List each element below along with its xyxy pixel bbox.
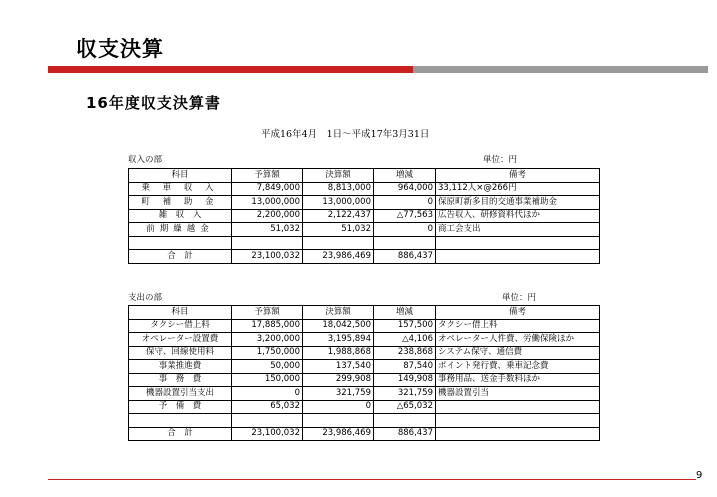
actual-cell: 13,000,000 xyxy=(303,196,374,210)
diff-cell: 964,000 xyxy=(374,182,436,196)
budget-cell: 17,885,000 xyxy=(232,319,303,333)
diff-cell xyxy=(374,414,436,428)
budget-cell: 13,000,000 xyxy=(232,196,303,210)
footer-rule xyxy=(48,479,696,480)
item-cell xyxy=(129,414,232,428)
note-cell: ポイント発行費、乗車記念費 xyxy=(436,360,600,374)
budget-cell: 7,849,000 xyxy=(232,182,303,196)
total-row xyxy=(129,427,600,441)
income-unit-label: 単位：円 xyxy=(483,155,518,165)
actual-cell: 2,122,437 xyxy=(303,209,374,223)
note-cell: 機器設置引当 xyxy=(436,387,600,401)
item-cell: 前期繰越金 xyxy=(129,223,232,237)
item-cell: 予 備 費 xyxy=(129,400,232,414)
note-cell xyxy=(436,400,600,414)
note-cell xyxy=(436,427,600,441)
budget-cell: 23,100,032 xyxy=(232,250,303,264)
header-cell: 決算額 xyxy=(303,169,374,183)
note-cell: タクシー借上料 xyxy=(436,319,600,333)
item-cell: 合 計 xyxy=(129,250,232,264)
budget-cell: 1,750,000 xyxy=(232,346,303,360)
actual-cell xyxy=(303,236,374,250)
total-row xyxy=(129,250,600,264)
actual-cell: 1,988,868 xyxy=(303,346,374,360)
title-underline-grey xyxy=(413,66,708,73)
item-cell: 町 補 助 金 xyxy=(129,196,232,210)
diff-cell: 87,540 xyxy=(374,360,436,374)
table-row xyxy=(129,360,600,374)
table-row xyxy=(129,196,600,210)
table-row xyxy=(129,346,600,360)
item-cell: オペレーター設置費 xyxy=(129,333,232,347)
item-cell: 機器設置引当支出 xyxy=(129,387,232,401)
note-cell: 商工会支出 xyxy=(436,223,600,237)
budget-cell: 51,032 xyxy=(232,223,303,237)
header-cell: 増減 xyxy=(374,169,436,183)
table-row xyxy=(129,414,600,428)
budget-cell: 150,000 xyxy=(232,373,303,387)
header-cell: 備考 xyxy=(436,169,600,183)
budget-cell: 2,200,000 xyxy=(232,209,303,223)
item-cell: 乗 車 収 入 xyxy=(129,182,232,196)
item-cell: 雑 収 入 xyxy=(129,209,232,223)
header-cell: 予算額 xyxy=(232,306,303,320)
note-cell: システム保守、通信費 xyxy=(436,346,600,360)
diff-cell: △77,563 xyxy=(374,209,436,223)
table-header-row xyxy=(129,306,600,320)
actual-cell: 23,986,469 xyxy=(303,250,374,264)
header-cell: 科目 xyxy=(129,169,232,183)
actual-cell: 23,986,469 xyxy=(303,427,374,441)
note-cell xyxy=(436,414,600,428)
title-underline-red xyxy=(48,66,413,73)
budget-cell xyxy=(232,414,303,428)
actual-cell: 8,813,000 xyxy=(303,182,374,196)
diff-cell: 0 xyxy=(374,223,436,237)
actual-cell: 137,540 xyxy=(303,360,374,374)
expense-table xyxy=(128,305,600,441)
diff-cell: △65,032 xyxy=(374,400,436,414)
item-cell: 事 務 費 xyxy=(129,373,232,387)
note-cell: 33,112人×@266円 xyxy=(436,182,600,196)
actual-cell: 0 xyxy=(303,400,374,414)
budget-cell: 3,200,000 xyxy=(232,333,303,347)
budget-cell: 23,100,032 xyxy=(232,427,303,441)
actual-cell: 51,032 xyxy=(303,223,374,237)
diff-cell xyxy=(374,236,436,250)
budget-cell: 50,000 xyxy=(232,360,303,374)
note-cell: 保原町新多目的交通事業補助金 xyxy=(436,196,600,210)
income-table xyxy=(128,168,600,264)
page-title: 収支決算 xyxy=(76,37,164,61)
document-subtitle: 16年度収支決算書 xyxy=(86,94,221,112)
table-row xyxy=(129,373,600,387)
diff-cell: 149,908 xyxy=(374,373,436,387)
diff-cell: 886,437 xyxy=(374,427,436,441)
diff-cell: 321,759 xyxy=(374,387,436,401)
header-cell: 科目 xyxy=(129,306,232,320)
page-number: 9 xyxy=(696,470,703,481)
table-row xyxy=(129,319,600,333)
table-row xyxy=(129,387,600,401)
actual-cell xyxy=(303,414,374,428)
diff-cell: △4,106 xyxy=(374,333,436,347)
actual-cell: 299,908 xyxy=(303,373,374,387)
item-cell xyxy=(129,236,232,250)
item-cell: タクシー借上料 xyxy=(129,319,232,333)
expense-unit-label: 単位：円 xyxy=(502,293,537,303)
header-cell: 増減 xyxy=(374,306,436,320)
table-row xyxy=(129,333,600,347)
table-header-row xyxy=(129,169,600,183)
note-cell xyxy=(436,236,600,250)
note-cell: 事務用品、送金手数料ほか xyxy=(436,373,600,387)
diff-cell: 238,868 xyxy=(374,346,436,360)
diff-cell: 0 xyxy=(374,196,436,210)
budget-cell: 0 xyxy=(232,387,303,401)
item-cell: 合 計 xyxy=(129,427,232,441)
table-row xyxy=(129,182,600,196)
table-row xyxy=(129,400,600,414)
actual-cell: 321,759 xyxy=(303,387,374,401)
budget-cell xyxy=(232,236,303,250)
income-section-label: 収入の部 xyxy=(128,155,163,165)
diff-cell: 157,500 xyxy=(374,319,436,333)
note-cell: 広告収入、研修資料代ほか xyxy=(436,209,600,223)
header-cell: 予算額 xyxy=(232,169,303,183)
actual-cell: 3,195,894 xyxy=(303,333,374,347)
header-cell: 決算額 xyxy=(303,306,374,320)
header-cell: 備考 xyxy=(436,306,600,320)
expense-section-label: 支出の部 xyxy=(128,293,163,303)
note-cell: オペレーター人件費、労働保険ほか xyxy=(436,333,600,347)
fiscal-period: 平成16年4月 1日〜平成17年3月31日 xyxy=(261,129,430,140)
diff-cell: 886,437 xyxy=(374,250,436,264)
table-row xyxy=(129,236,600,250)
item-cell: 保守、回線使用料 xyxy=(129,346,232,360)
item-cell: 事業推進費 xyxy=(129,360,232,374)
table-row xyxy=(129,223,600,237)
table-row xyxy=(129,209,600,223)
actual-cell: 18,042,500 xyxy=(303,319,374,333)
budget-cell: 65,032 xyxy=(232,400,303,414)
note-cell xyxy=(436,250,600,264)
